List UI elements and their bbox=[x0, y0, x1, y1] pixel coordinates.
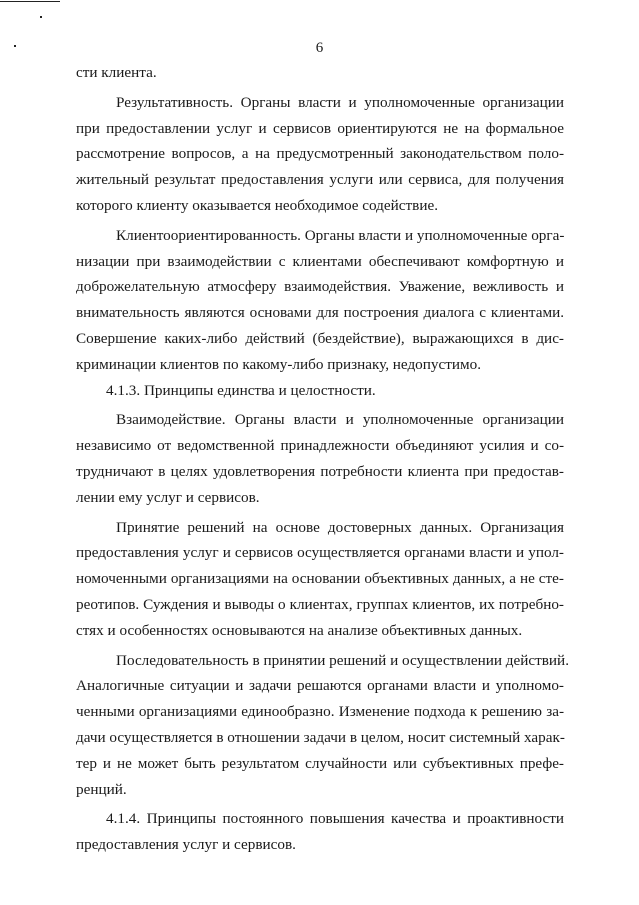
paragraph-consistency bbox=[76, 648, 569, 803]
section-heading-4-1-3 bbox=[76, 378, 564, 404]
text-line: лении ему услуг и сервисов. bbox=[76, 488, 260, 506]
text-line: Взаимодействие. Органы власти и уполномоченные организации bbox=[116, 411, 564, 429]
text-line: номоченными организациями на основании объективных данных, а не сте- bbox=[76, 570, 564, 588]
scan-artifact-line bbox=[0, 1, 60, 2]
text-line: Аналогичные ситуации и задачи решаются органами власти и уполномо- bbox=[76, 677, 564, 695]
paragraph-interaction bbox=[76, 407, 564, 510]
text-line: внимательность являются основами для построения диалога с клиентами. bbox=[76, 304, 564, 322]
text-line: тер и не может быть результатом случайности или субъективных префе- bbox=[76, 754, 564, 772]
text-line: стях и особенностях основываются на анализе объективных данных. bbox=[76, 621, 523, 639]
text-line: ренций. bbox=[76, 780, 127, 798]
text-line: 4.1.4. Принципы постоянного повышения качества и проактивности bbox=[106, 810, 564, 828]
text-line: реотипов. Суждения и выводы о клиентах, группах клиентов, их потребно- bbox=[76, 595, 564, 613]
text-line: предоставления услуг и сервисов. bbox=[76, 836, 296, 854]
text-line: доброжелательную атмосферу взаимодействия. Уважение, вежливость и bbox=[76, 278, 564, 296]
text-line: рассмотрение вопросов, а на предусмотренный законодательством поло- bbox=[76, 145, 564, 163]
page-number: 6 bbox=[315, 40, 324, 56]
text-line: 4.1.3. Принципы единства и целостности. bbox=[106, 381, 376, 399]
paragraph-effectiveness bbox=[76, 90, 564, 219]
text-line: которого клиенту оказывается необходимое содействие. bbox=[76, 196, 438, 214]
text-line: Клиентоориентированность. Органы власти и уполномоченные орга- bbox=[116, 226, 565, 244]
text-line: дачи осуществляется в отношении задачи в целом, носит системный харак- bbox=[76, 728, 565, 746]
body-text bbox=[76, 60, 569, 858]
text-line: низации при взаимодействии с клиентами обеспечивают комфортную и bbox=[76, 252, 564, 270]
text-line: Последовательность в принятии решений и осуществлении действий. bbox=[116, 651, 569, 669]
text-line: Результативность. Органы власти и уполномоченные организации bbox=[116, 93, 564, 111]
text-line: Совершение каких-либо действий (бездействие), выражающихся в дис- bbox=[76, 329, 564, 347]
text-line: криминации клиентов по какому-либо признаку, недопустимо. bbox=[76, 355, 482, 373]
text-line: трудничают в целях удовлетворения потребности клиента при предостав- bbox=[76, 462, 564, 480]
text-line: предоставления услуг и сервисов осуществляется органами власти и упол- bbox=[76, 544, 564, 562]
text-line: при предоставлении услуг и сервисов ориентируются не на формальное bbox=[76, 119, 564, 137]
section-heading-4-1-4 bbox=[76, 806, 564, 858]
text-line: независимо от ведомственной принадлежности объединяют усилия и со- bbox=[76, 437, 564, 455]
text-line: жительный результат предоставления услуги или сервиса, для получения bbox=[76, 171, 564, 189]
text-line: сти клиента. bbox=[76, 64, 157, 81]
scan-artifact-dot bbox=[40, 16, 42, 18]
paragraph-decisions-on-data bbox=[76, 515, 564, 644]
text-line: Принятие решений на основе достоверных данных. Организация bbox=[116, 518, 564, 536]
paragraph-continuation bbox=[76, 60, 564, 86]
text-line: ченными организациями единообразно. Изменение подхода к решению за- bbox=[76, 703, 564, 721]
paragraph-client-orientation bbox=[76, 223, 564, 378]
